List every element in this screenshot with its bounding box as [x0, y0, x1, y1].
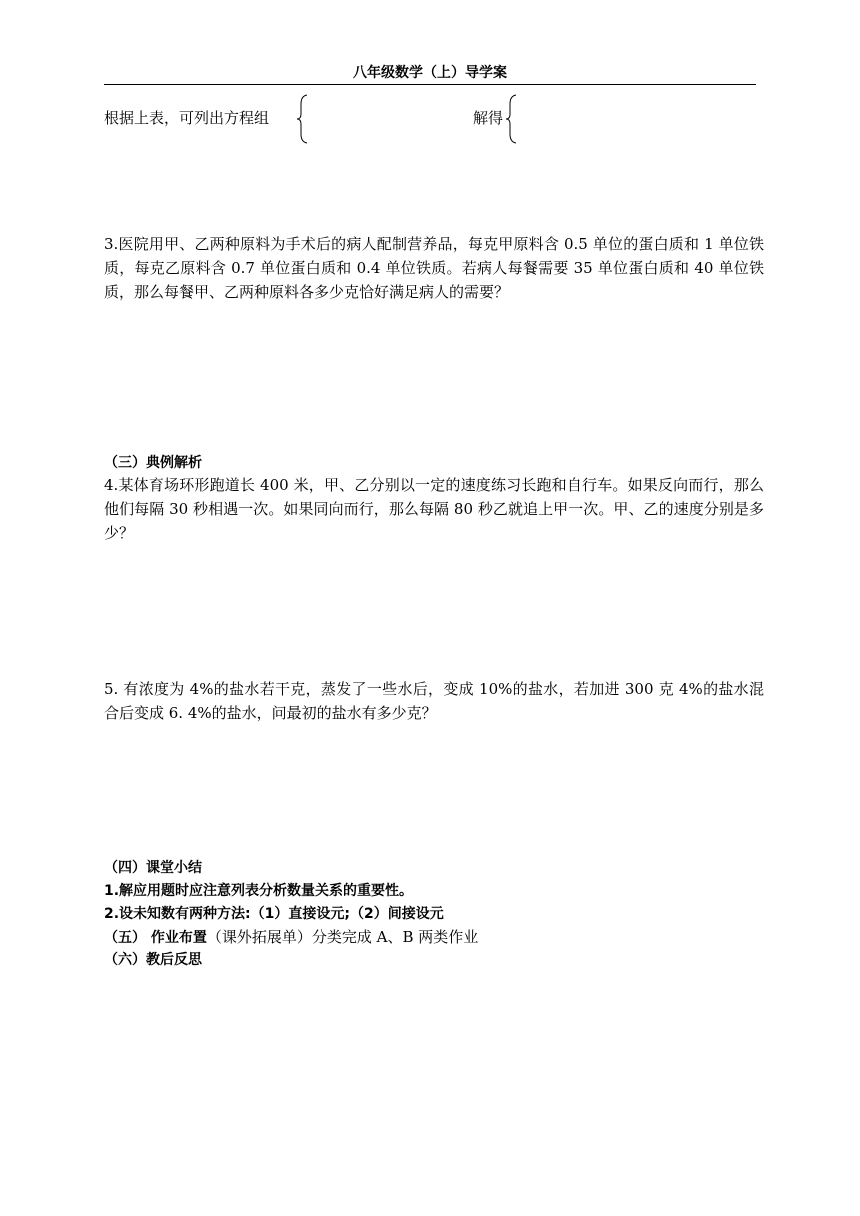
header-rule: [104, 84, 756, 85]
problem-3: 3.医院用甲、乙两种原料为手术后的病人配制营养品，每克甲原料含 0.5 单位的蛋白质和 1 单位铁质，每克乙原料含 0.7 单位蛋白质和 0.4 单位铁质。若病人每餐需要 35 单位蛋白质和 40 单位铁质，那么每餐甲、乙两种原料各多少克恰好满足病人的需要？: [104, 235, 764, 301]
page-header-title: 八年级数学（上）导学案: [353, 65, 507, 81]
problem-5: 5. 有浓度为 4%的盐水若干克，蒸发了一些水后，变成 10%的盐水，若加进 300 克 4%的盐水混合后变成 6. 4%的盐水，问最初的盐水有多少克？: [104, 680, 764, 722]
left-brace-icon: [505, 94, 519, 144]
summary-point-1: 1.解应用题时应注意列表分析数量关系的重要性。: [104, 883, 414, 899]
section-5-line: [104, 926, 478, 947]
solution-label: 解得: [473, 109, 504, 127]
problem-4: 4.某体育场环形跑道长 400 米，甲、乙分别以一定的速度练习长跑和自行车。如果反向而行，那么他们每隔 30 秒相遇一次。如果同向而行，那么每隔 80 秒乙就追上甲一次。甲、乙的速度分别是多少？: [104, 476, 764, 542]
section-5-title: （五） 作业布置: [104, 930, 207, 946]
section-6-title: （六）教后反思: [104, 952, 202, 968]
left-brace-icon: [296, 94, 310, 144]
summary-point-2: 2.设未知数有两种方法:（1）直接设元;（2）间接设元: [104, 906, 444, 922]
section-4-title: （四）课堂小结: [104, 860, 202, 876]
section-5-text: （课外拓展单）分类完成 A、B 两类作业: [206, 928, 479, 946]
equation-system-label: 根据上表，可列出方程组: [104, 109, 270, 127]
section-3-title: （三）典例解析: [104, 455, 202, 471]
